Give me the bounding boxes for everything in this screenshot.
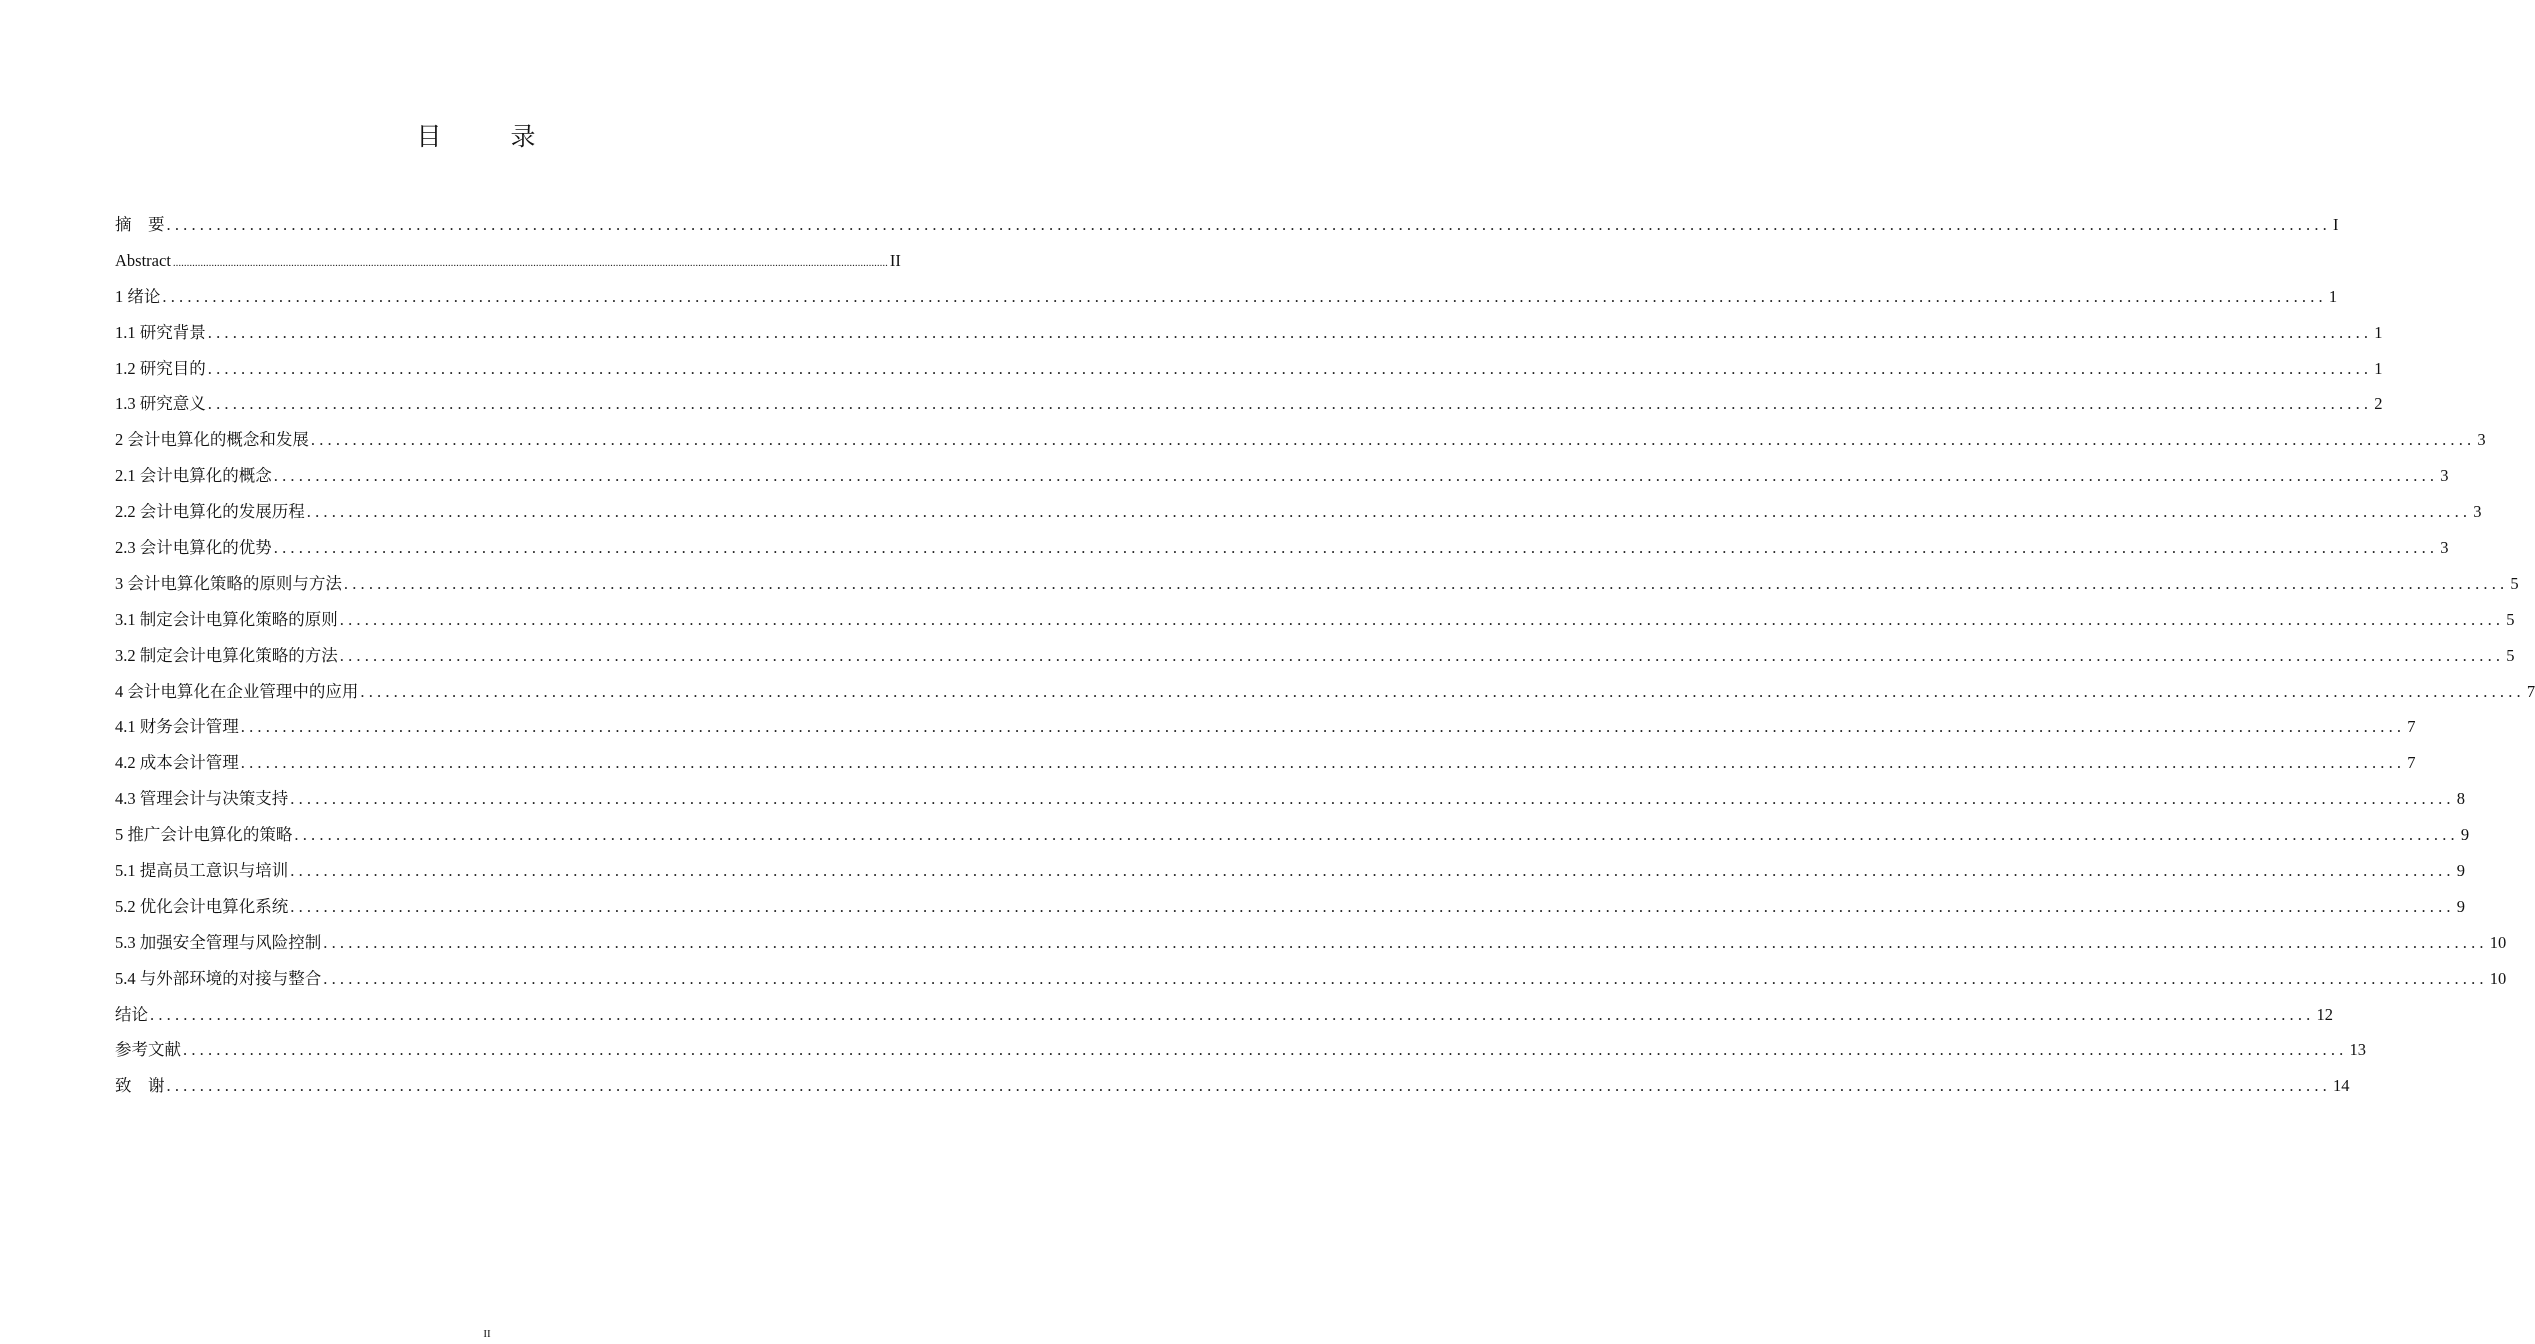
toc-dot-leader: .................................................................................................................................................................................................................................................................... (290, 861, 2455, 881)
toc-entry[interactable] (115, 461, 2449, 497)
toc-entry-page: II (889, 250, 901, 270)
toc-entry-label: 参考文献 (115, 1040, 181, 1060)
toc-entry[interactable] (115, 712, 2416, 748)
toc-entry-label: 结论 (115, 1004, 148, 1024)
toc-entry[interactable] (115, 1000, 2333, 1036)
toc-dot-leader: .................................................................................................................................................................................................................................................................... (207, 358, 2373, 378)
toc-entry-page: 5 (2510, 573, 2519, 593)
toc-entry[interactable] (115, 856, 2465, 892)
toc-entry[interactable] (115, 246, 901, 282)
toc-entry-label: 1 绪论 (115, 286, 161, 306)
toc-dot-leader: .................................................................................................................................................................................................................................................................... (294, 825, 2459, 845)
toc-dot-leader: .................................................................................................................................................................................................................................................................... (290, 789, 2455, 809)
toc-entry-page: 2 (2374, 394, 2383, 414)
toc-entry-page: 13 (2349, 1040, 2366, 1060)
toc-entry[interactable] (115, 1035, 2366, 1071)
toc-entry-label: 5.1 提高员工意识与培训 (115, 861, 289, 881)
toc-dot-leader: .................................................................................................................................................................................................................................................................... (183, 1040, 2348, 1060)
toc-entry-label: 致 谢 (115, 1076, 165, 1096)
toc-entry-page: 7 (2526, 681, 2535, 701)
toc-entry[interactable] (115, 282, 2338, 318)
toc-dot-leader: .................................................................................................................................................................................................................................................................... (273, 538, 2439, 558)
toc-entry-label: 1.2 研究目的 (115, 358, 206, 378)
toc-dot-leader: .................................................................................................................................................................................................................................................................... (207, 394, 2373, 414)
toc-entry-label: 3.1 制定会计电算化策略的原则 (115, 609, 338, 629)
toc-entry-label: 4.2 成本会计管理 (115, 753, 239, 773)
toc-entry-label: 3 会计电算化策略的原则与方法 (115, 573, 342, 593)
toc-entry-page: 1 (2328, 286, 2338, 306)
toc-dot-leader: .................................................................................................................................................................................................................................................................... (162, 286, 2327, 306)
toc-entry[interactable] (115, 318, 2383, 354)
toc-dot-leader: .................................................................................................................................................................................................................................................................... (339, 609, 2505, 629)
toc-entry[interactable] (115, 389, 2383, 425)
toc-entry[interactable] (115, 210, 2339, 246)
toc-dot-leader: .................................................................................................................................................................................................................................................................... (207, 322, 2373, 342)
toc-entry-page: 1 (2374, 358, 2383, 378)
toc-dot-leader: .................................................................................................................................................................................................................................................................... (273, 466, 2439, 486)
toc-entry-page: 3 (2440, 466, 2449, 486)
toc-entry-label: 4.3 管理会计与决策支持 (115, 789, 289, 809)
toc-entry[interactable] (115, 677, 2535, 713)
toc-dot-leader: .................................................................................................................................................................................................................................................................... (240, 753, 2406, 773)
toc-entry[interactable] (115, 964, 2507, 1000)
toc-entry-page: 10 (2489, 968, 2507, 988)
toc-entry-page: 9 (2456, 896, 2465, 916)
toc-entry[interactable] (115, 425, 2486, 461)
toc-dot-leader: .................................................................................................................................................................................................................................................................... (306, 502, 2472, 522)
toc-entry-page: 3 (2473, 502, 2482, 522)
toc-entry-page: 14 (2333, 1076, 2350, 1096)
toc-dot-leader: .................................................................................................................................................................................................................................................................... (150, 1004, 2315, 1024)
toc-entry-label: 3.2 制定会计电算化策略的方法 (115, 645, 338, 665)
toc-entry[interactable] (115, 928, 2507, 964)
toc-dot-leader: .................................................................................................................................................................................................................................................................... (323, 968, 2488, 988)
toc-entry-page: 9 (2456, 861, 2465, 881)
toc-entry[interactable] (115, 784, 2465, 820)
toc-entry-page: 3 (2477, 430, 2486, 450)
toc-entry-page: 9 (2460, 825, 2470, 845)
page-number: II (483, 1328, 491, 1340)
toc-entry-page: 8 (2456, 789, 2465, 809)
toc-entry[interactable] (115, 641, 2515, 677)
toc-entry[interactable] (115, 354, 2383, 390)
toc-entry-label: 4.1 财务会计管理 (115, 717, 239, 737)
toc-entry[interactable] (115, 1071, 2350, 1107)
toc-entry[interactable] (115, 497, 2482, 533)
toc-dot-leader: .................................................................................................................................................................................................................................................................... (343, 573, 2509, 593)
toc-entry-page: I (2333, 215, 2339, 234)
toc-entry-label: 5.3 加强安全管理与风险控制 (115, 932, 322, 952)
toc-title: 目 录 (416, 124, 558, 151)
toc-dot-leader: .................................................................................................................................................................................................................................................................... (290, 896, 2455, 916)
toc-entry-page: 3 (2440, 538, 2449, 558)
toc-entry[interactable] (115, 892, 2465, 928)
toc-dot-leader: .................................................................................................................................................................................................................................................................... (310, 430, 2476, 450)
toc-entry-label: 4 会计电算化在企业管理中的应用 (115, 681, 359, 701)
toc-entry-label: 1.3 研究意义 (115, 394, 206, 414)
toc-entry-page: 5 (2506, 609, 2515, 629)
toc-entry-label: Abstract (115, 250, 171, 270)
toc-dot-leader: .................................................................................................................................................................................................................................................................... (172, 256, 888, 269)
toc-dot-leader: .................................................................................................................................................................................................................................................................... (240, 717, 2406, 737)
toc-dot-leader: .................................................................................................................................................................................................................................................................... (360, 681, 2525, 701)
toc-entry-label: 2.1 会计电算化的概念 (115, 466, 272, 486)
toc-entry-label: 5.2 优化会计电算化系统 (115, 896, 289, 916)
toc-entry-page: 1 (2374, 322, 2383, 342)
toc-dot-leader: .................................................................................................................................................................................................................................................................... (166, 215, 2331, 234)
toc-entry-page: 10 (2489, 932, 2507, 952)
toc-entry-label: 2.3 会计电算化的优势 (115, 538, 272, 558)
toc-entry-page: 7 (2407, 753, 2416, 773)
toc-entry-page: 5 (2506, 645, 2515, 665)
toc-dot-leader: .................................................................................................................................................................................................................................................................... (166, 1076, 2331, 1096)
table-of-contents (115, 210, 2535, 1107)
toc-entry[interactable] (115, 569, 2519, 605)
toc-entry[interactable] (115, 748, 2416, 784)
toc-entry-label: 5.4 与外部环境的对接与整合 (115, 968, 322, 988)
toc-entry-label: 2.2 会计电算化的发展历程 (115, 502, 305, 522)
toc-entry[interactable] (115, 605, 2515, 641)
toc-entry-page: 12 (2316, 1004, 2333, 1024)
toc-entry-label: 2 会计电算化的概念和发展 (115, 430, 309, 450)
toc-entry[interactable] (115, 820, 2470, 856)
toc-entry-label: 摘 要 (115, 215, 165, 234)
toc-dot-leader: .................................................................................................................................................................................................................................................................... (339, 645, 2505, 665)
toc-entry[interactable] (115, 533, 2449, 569)
toc-entry-page: 7 (2407, 717, 2416, 737)
toc-entry-label: 5 推广会计电算化的策略 (115, 825, 293, 845)
toc-dot-leader: .................................................................................................................................................................................................................................................................... (323, 932, 2488, 952)
toc-entry-label: 1.1 研究背景 (115, 322, 206, 342)
